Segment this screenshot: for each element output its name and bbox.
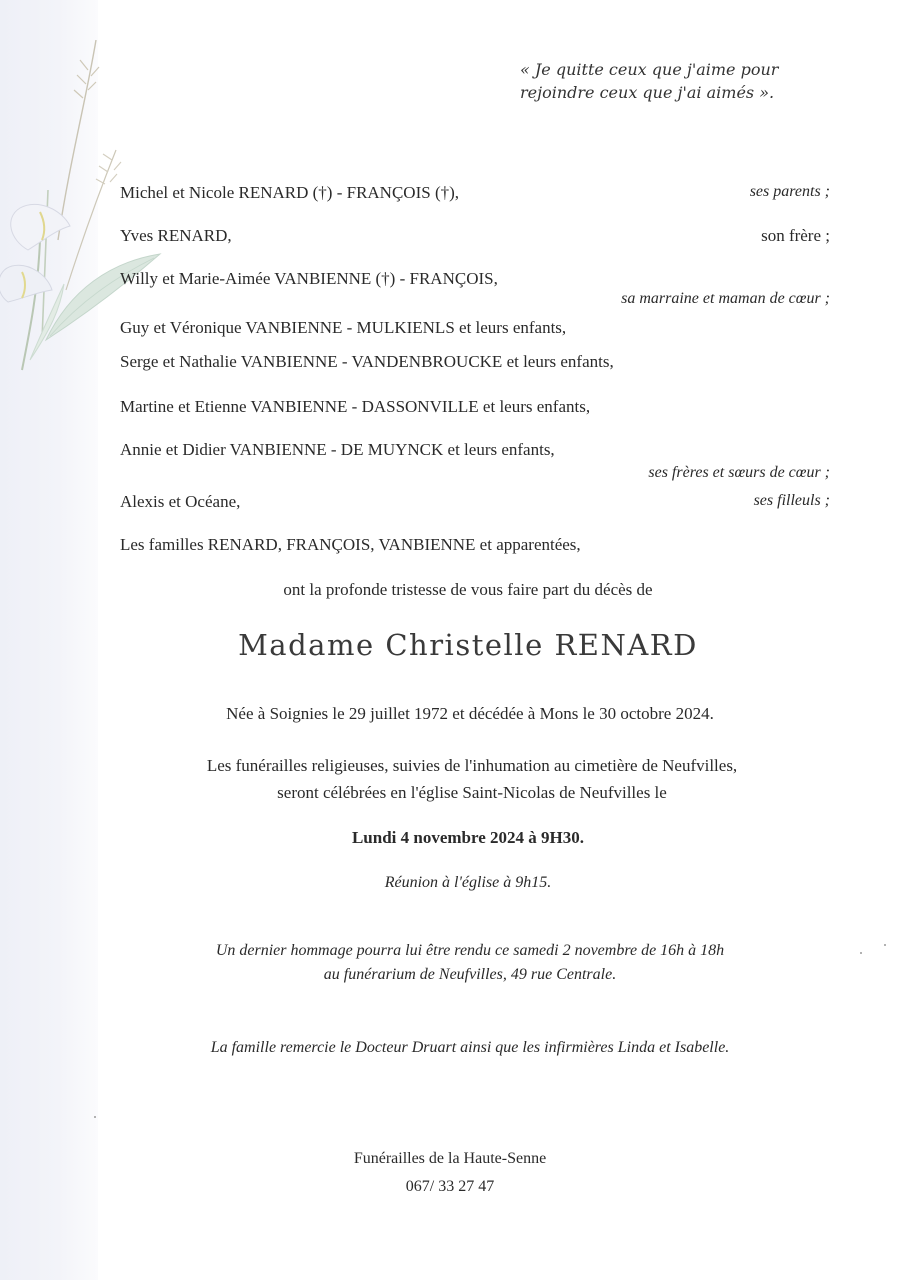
family-row (120, 440, 830, 466)
epitaph-quote (520, 58, 840, 104)
family-relation: ses filleuls ; (753, 492, 830, 509)
funeral-phone: 067/ 33 27 47 (405, 1178, 495, 1195)
funeral-line-1: Les funérailles religieuses, suivies de l'inhumation au cimetière de Neufvilles, (206, 756, 738, 775)
announcement-text: ont la profonde tristesse de vous faire part du décès de (283, 580, 653, 599)
family-name: Martine et Etienne VANBIENNE - DASSONVILLE et leurs enfants, (120, 397, 591, 416)
family-name: Annie et Didier VANBIENNE - DE MUYNCK et leurs enfants, (120, 440, 555, 459)
family-name: Serge et Nathalie VANBIENNE - VANDENBROUCKE et leurs enfants, (120, 352, 614, 371)
funeral-company: Funérailles de la Haute-Senne (353, 1150, 547, 1167)
family-name: Guy et Véronique VANBIENNE - MULKIENLS et leurs enfants, (120, 318, 567, 337)
family-name: Willy et Marie-Aimée VANBIENNE (†) - FRANÇOIS, (120, 269, 498, 288)
family-row (120, 535, 830, 561)
family-row (120, 226, 830, 252)
family-relation: ses parents ; (749, 183, 830, 200)
tribute-line-2: au funérarium de Neufvilles, 49 rue Centrale. (323, 966, 617, 983)
family-row (120, 183, 830, 209)
family-row (120, 352, 830, 378)
family-row (120, 492, 830, 518)
tribute-line-1: Un dernier hommage pourra lui être rendu ce samedi 2 novembre de 16h à 18h (215, 942, 725, 959)
meeting-time: Réunion à l'église à 9h15. (384, 874, 552, 891)
family-row (120, 397, 830, 423)
funeral-line-2: seront célébrées en l'église Saint-Nicolas de Neufvilles le (277, 783, 667, 802)
family-name: Michel et Nicole RENARD (†) - FRANÇOIS (†), (120, 183, 460, 202)
family-name: Les familles RENARD, FRANÇOIS, VANBIENNE et apparentées, (120, 535, 581, 554)
speck (94, 1116, 96, 1118)
speck (860, 952, 862, 954)
thanks-note: La famille remercie le Docteur Druart ainsi que les infirmières Linda et Isabelle. (210, 1039, 730, 1056)
family-name: Yves RENARD, (120, 226, 232, 245)
quote-line-1: « Je quitte ceux que j'aime pour (520, 60, 779, 79)
birth-death-dates: Née à Soignies le 29 juillet 1972 et décédée à Mons le 30 octobre 2024. (226, 704, 714, 723)
family-name: Alexis et Océane, (120, 492, 241, 511)
family-relation: son frère ; (761, 226, 830, 245)
family-row (120, 318, 830, 344)
speck (884, 944, 886, 946)
deceased-name: Madame Christelle RENARD (238, 628, 698, 662)
family-relation: ses frères et sœurs de cœur ; (648, 464, 830, 481)
family-relation: sa marraine et maman de cœur ; (621, 290, 830, 307)
quote-line-2: rejoindre ceux que j'ai aimés ». (520, 83, 775, 102)
funeral-date: Lundi 4 novembre 2024 à 9H30. (351, 828, 585, 847)
